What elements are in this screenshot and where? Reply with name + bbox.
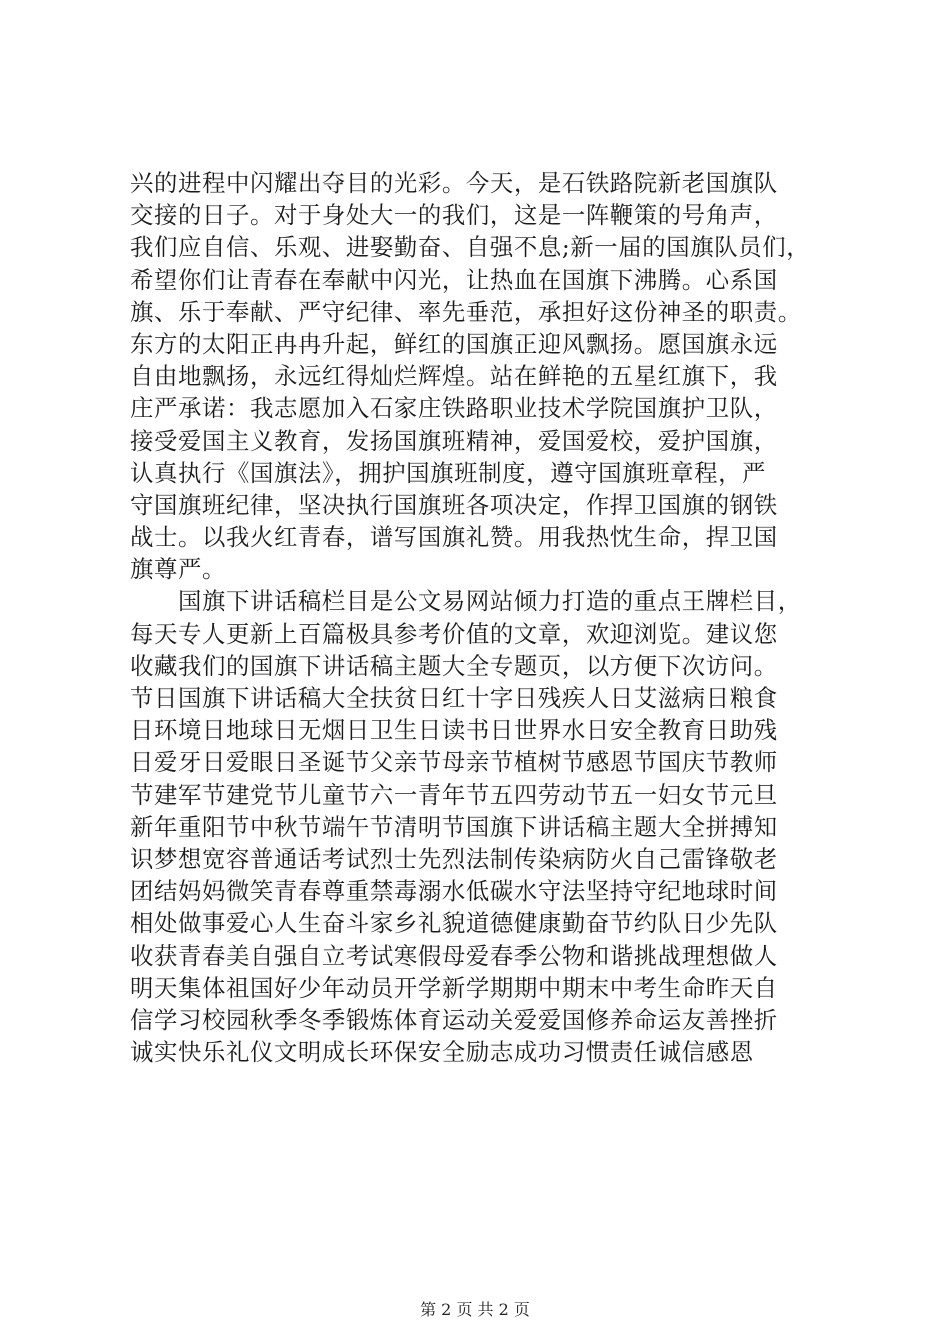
text-line: 新年重阳节中秋节端午节清明节国旗下讲话稿主题大全拼搏知	[130, 812, 778, 841]
text-line: 东方的太阳正冉冉升起，鲜红的国旗正迎风飘扬。愿国旗永远	[130, 329, 778, 358]
text-line: 日爱牙日爱眼日圣诞节父亲节母亲节植树节感恩节国庆节教师	[130, 748, 778, 777]
text-line: 节建军节建党节儿童节六一青年节五四劳动节五一妇女节元旦	[130, 780, 778, 809]
text-line: 识梦想宽容普通话考试烈士先烈法制传染病防火自己雷锋敬老	[130, 844, 778, 873]
text-line: 认真执行《国旗法》，拥护国旗班制度，遵守国旗班章程，严	[130, 458, 767, 487]
text-line: 诚实快乐礼仪文明成长环保安全励志成功习惯责任诚信感恩	[130, 1038, 754, 1067]
text-line: 信学习校园秋季冬季锻炼体育运动关爱爱国修养命运友善挫折	[130, 1005, 778, 1034]
text-line: 守国旗班纪律，坚决执行国旗班各项决定，作捍卫国旗的钢铁	[130, 490, 778, 519]
text-line: 国旗下讲话稿栏目是公文易网站倾力打造的重点王牌栏目，	[130, 587, 802, 616]
text-line: 日环境日地球日无烟日卫生日读书日世界水日安全教育日助残	[130, 716, 778, 745]
text-line: 相处做事爱心人生奋斗家乡礼貌道德健康勤奋节约队日少先队	[130, 909, 778, 938]
text-line: 庄严承诺：我志愿加入石家庄铁路职业技术学院国旗护卫队，	[130, 394, 778, 423]
text-line: 交接的日子。对于身处大一的我们，这是一阵鞭策的号角声，	[130, 201, 778, 230]
text-line: 收获青春美自强自立考试寒假母爱春季公物和谐挑战理想做人	[130, 941, 778, 970]
text-line: 明天集体祖国好少年动员开学新学期期中期末中考生命昨天自	[130, 973, 778, 1002]
text-line: 每天专人更新上百篇极具参考价值的文章，欢迎浏览。建议您	[130, 619, 778, 648]
text-line: 旗尊严。	[130, 555, 226, 584]
text-line: 节日国旗下讲话稿大全扶贫日红十字日残疾人日艾滋病日粮食	[130, 684, 778, 712]
text-line: 收藏我们的国旗下讲话稿主题大全专题页，以方便下次访问。	[130, 651, 778, 680]
text-line: 我们应自信、乐观、进娶勤奋、自强不息;新一届的国旗队员们，	[130, 233, 811, 262]
text-line: 希望你们让青春在奉献中闪光，让热血在国旗下沸腾。心系国	[130, 265, 778, 294]
page-number-footer: 第 2 页 共 2 页	[420, 1300, 530, 1319]
text-line: 团结妈妈微笑青春尊重禁毒溺水低碳水守法坚持守纪地球时间	[130, 877, 778, 906]
text-line: 接受爱国主义教育，发扬国旗班精神，爱国爱校，爱护国旗，	[130, 426, 778, 455]
body-text	[130, 167, 850, 1068]
text-line: 战士。以我火红青春，谱写国旗礼赞。用我热忱生命，捍卫国	[130, 523, 778, 552]
text-line: 旗、乐于奉献、严守纪律、率先垂范，承担好这份神圣的职责。	[130, 297, 802, 326]
text-line: 自由地飘扬，永远红得灿烂辉煌。站在鲜艳的五星红旗下，我	[130, 362, 778, 391]
text-line: 兴的进程中闪耀出夺目的光彩。今天，是石铁路院新老国旗队	[130, 169, 778, 197]
